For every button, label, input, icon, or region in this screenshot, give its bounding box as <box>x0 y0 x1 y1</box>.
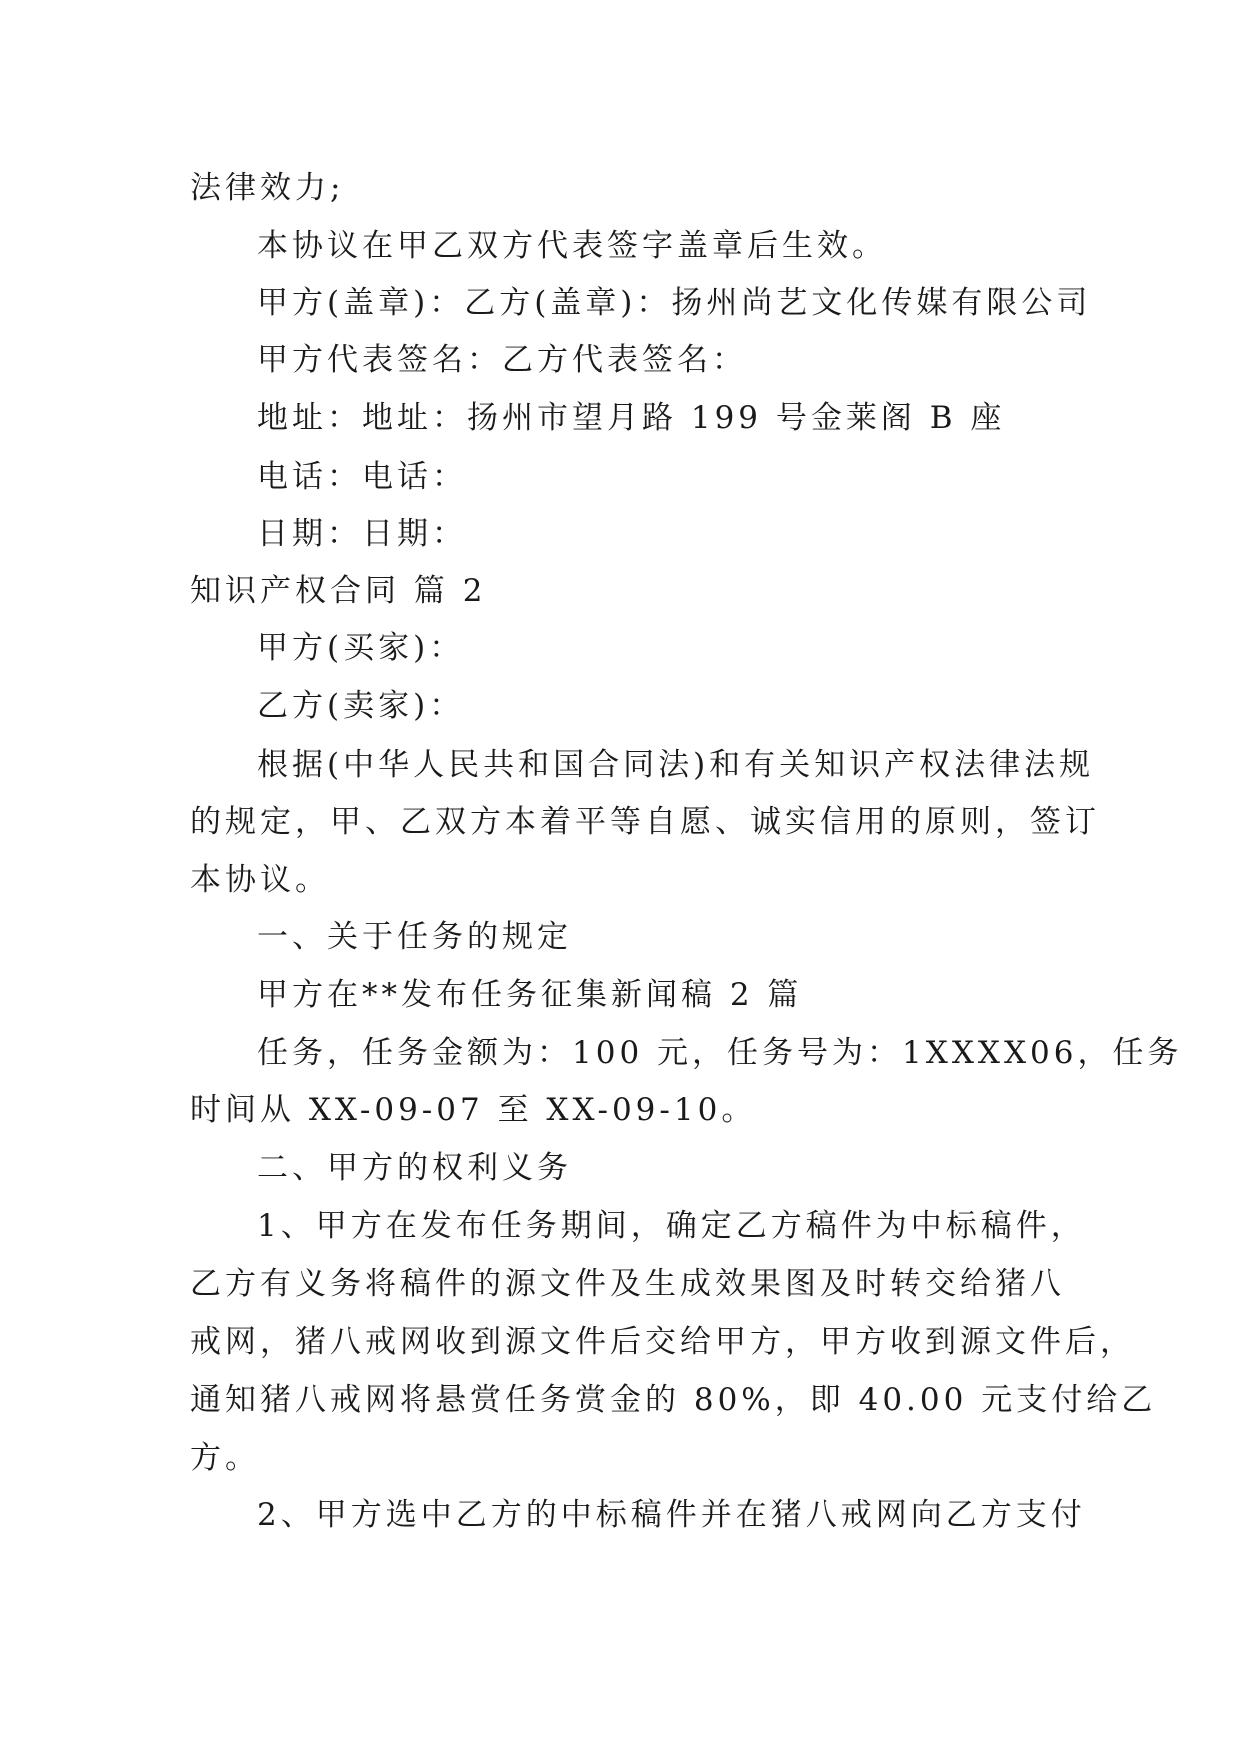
text-line: 2、甲方选中乙方的中标稿件并在猪八戒网向乙方支付 <box>257 1497 1086 1533</box>
text-line: 电话：电话： <box>257 459 467 495</box>
text-line: 甲方(买家)： <box>257 630 465 666</box>
text-line: 根据(中华人民共和国合同法)和有关知识产权法律法规 <box>257 747 1095 783</box>
section-heading: 知识产权合同 篇 2 <box>190 573 487 609</box>
text-line: 地址：地址：扬州市望月路 199 号金莱阁 B 座 <box>257 400 1006 436</box>
text-line: 时间从 XX-09-07 至 XX-09-10。 <box>190 1092 757 1128</box>
text-line: 1、甲方在发布任务期间，确定乙方稿件为中标稿件， <box>257 1208 1086 1244</box>
text-line: 乙方(卖家)： <box>257 688 465 724</box>
text-line: 戒网，猪八戒网收到源文件后交给甲方，甲方收到源文件后， <box>190 1324 1135 1360</box>
text-line: 甲方代表签名：乙方代表签名： <box>257 342 747 378</box>
text-line: 日期：日期： <box>257 516 467 552</box>
text-line: 通知猪八戒网将悬赏任务赏金的 80%，即 40.00 元支付给乙 <box>190 1382 1157 1418</box>
text-line: 二、甲方的权利义务 <box>257 1150 572 1186</box>
text-line: 本协议在甲乙双方代表签字盖章后生效。 <box>257 228 887 264</box>
text-line: 法律效力; <box>190 170 345 206</box>
text-line: 一、关于任务的规定 <box>257 919 572 955</box>
text-line: 任务，任务金额为：100 元，任务号为：1XXXX06，任务 <box>257 1035 1183 1071</box>
text-line: 方。 <box>190 1440 260 1476</box>
text-line: 甲方在**发布任务征集新闻稿 2 篇 <box>257 977 803 1013</box>
text-line: 本协议。 <box>190 862 330 898</box>
text-line: 的规定，甲、乙双方本着平等自愿、诚实信用的原则，签订 <box>190 804 1100 840</box>
text-line: 甲方(盖章)：乙方(盖章)：扬州尚艺文化传媒有限公司 <box>257 285 1092 321</box>
text-line: 乙方有义务将稿件的源文件及生成效果图及时转交给猪八 <box>190 1266 1065 1302</box>
